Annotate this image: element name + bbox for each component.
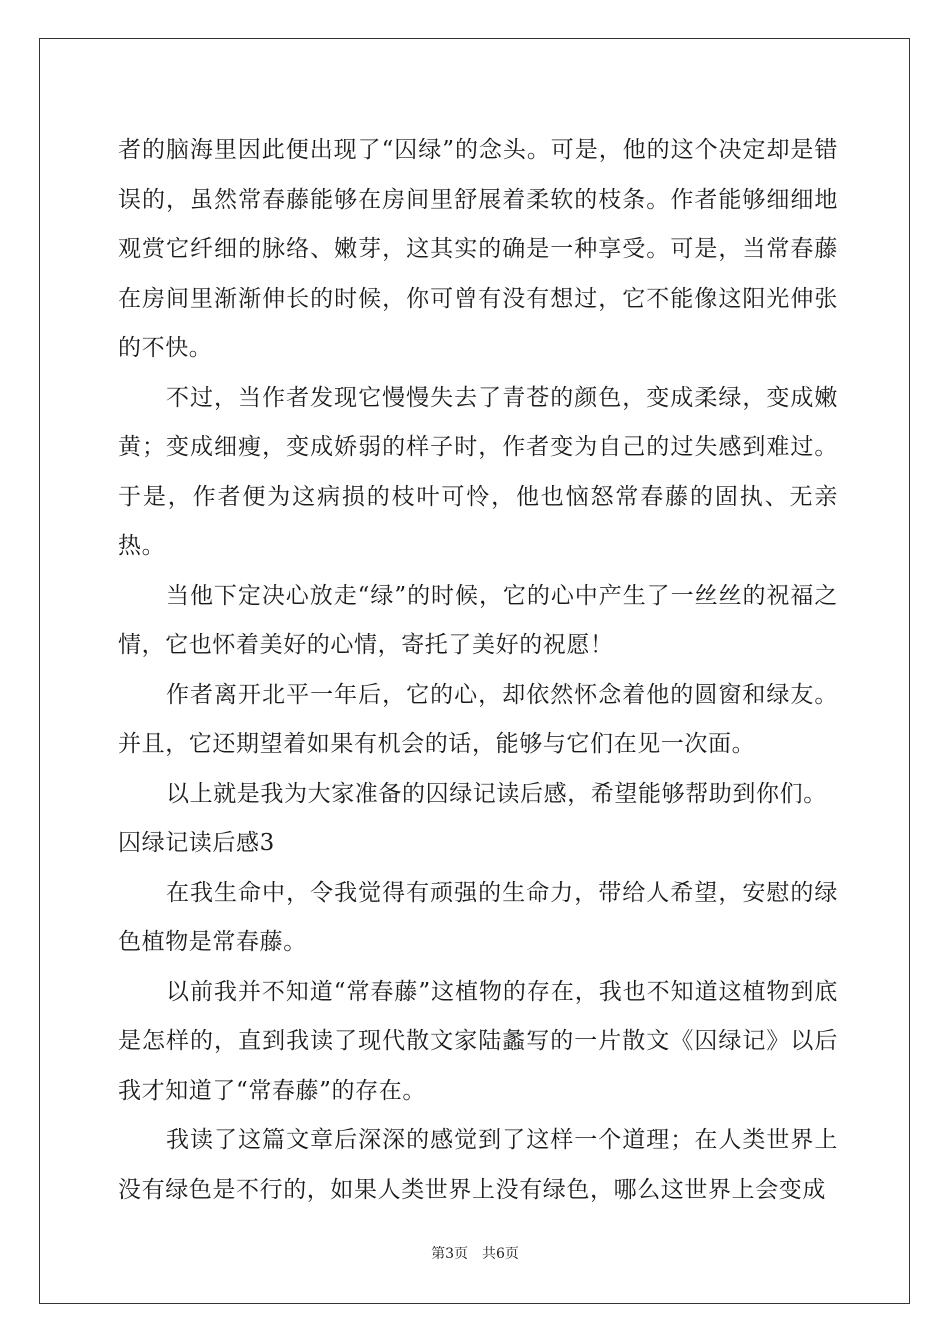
paragraph-6: 在我生命中，令我觉得有顽强的生命力，带给人希望，安慰的绿色植物是常春藤。 xyxy=(118,879,838,955)
page-total: 共6页 xyxy=(482,1246,519,1262)
document-body xyxy=(118,126,838,1215)
paragraph-8: 我读了这篇文章后深深的感觉到了这样一个道理；在人类世界上没有绿色是不行的，如果人类世界上没有绿色，哪么这世界上会变成 xyxy=(118,1127,838,1203)
page-number: 第3页 xyxy=(431,1246,468,1262)
paragraph-3: 当他下定决心放走“绿”的时候，它的心中产生了一丝丝的祝福之情，它也怀着美好的心情，寄托了美好的祝愿！ xyxy=(118,582,838,658)
paragraph-7: 以前我并不知道“常春藤”这植物的存在，我也不知道这植物到底是怎样的，直到我读了现代散文家陆蠡写的一片散文《囚绿记》以后我才知道了“常春藤”的存在。 xyxy=(118,978,838,1104)
section-title: 囚绿记读后感3 xyxy=(118,830,275,856)
paragraph-5: 以上就是我为大家准备的囚绿记读后感，希望能够帮助到你们。 xyxy=(166,780,827,807)
paragraph-1: 者的脑海里因此便出现了“囚绿”的念头。可是，他的这个决定却是错误的，虽然常春藤能够在房间里舒展着柔软的枝条。作者能够细细地观赏它纤细的脉络、嫩芽，这其实的确是一种享受。可是，当常春藤在房间里渐渐伸长的时候，你可曾有没有想过，它不能像这阳光伸张的不快。 xyxy=(118,137,838,361)
paragraph-2: 不过，当作者发现它慢慢失去了青苍的颜色，变成柔绿，变成嫩黄；变成细瘦，变成娇弱的样子时，作者变为自己的过失感到难过。于是，作者便为这病损的枝叶可怜，他也恼怒常春藤的固执、无亲热。 xyxy=(118,384,838,559)
page-footer xyxy=(0,1243,950,1263)
paragraph-4: 作者离开北平一年后，它的心，却依然怀念着他的圆窗和绿友。并且，它还期望着如果有机会的话，能够与它们在见一次面。 xyxy=(118,681,838,757)
